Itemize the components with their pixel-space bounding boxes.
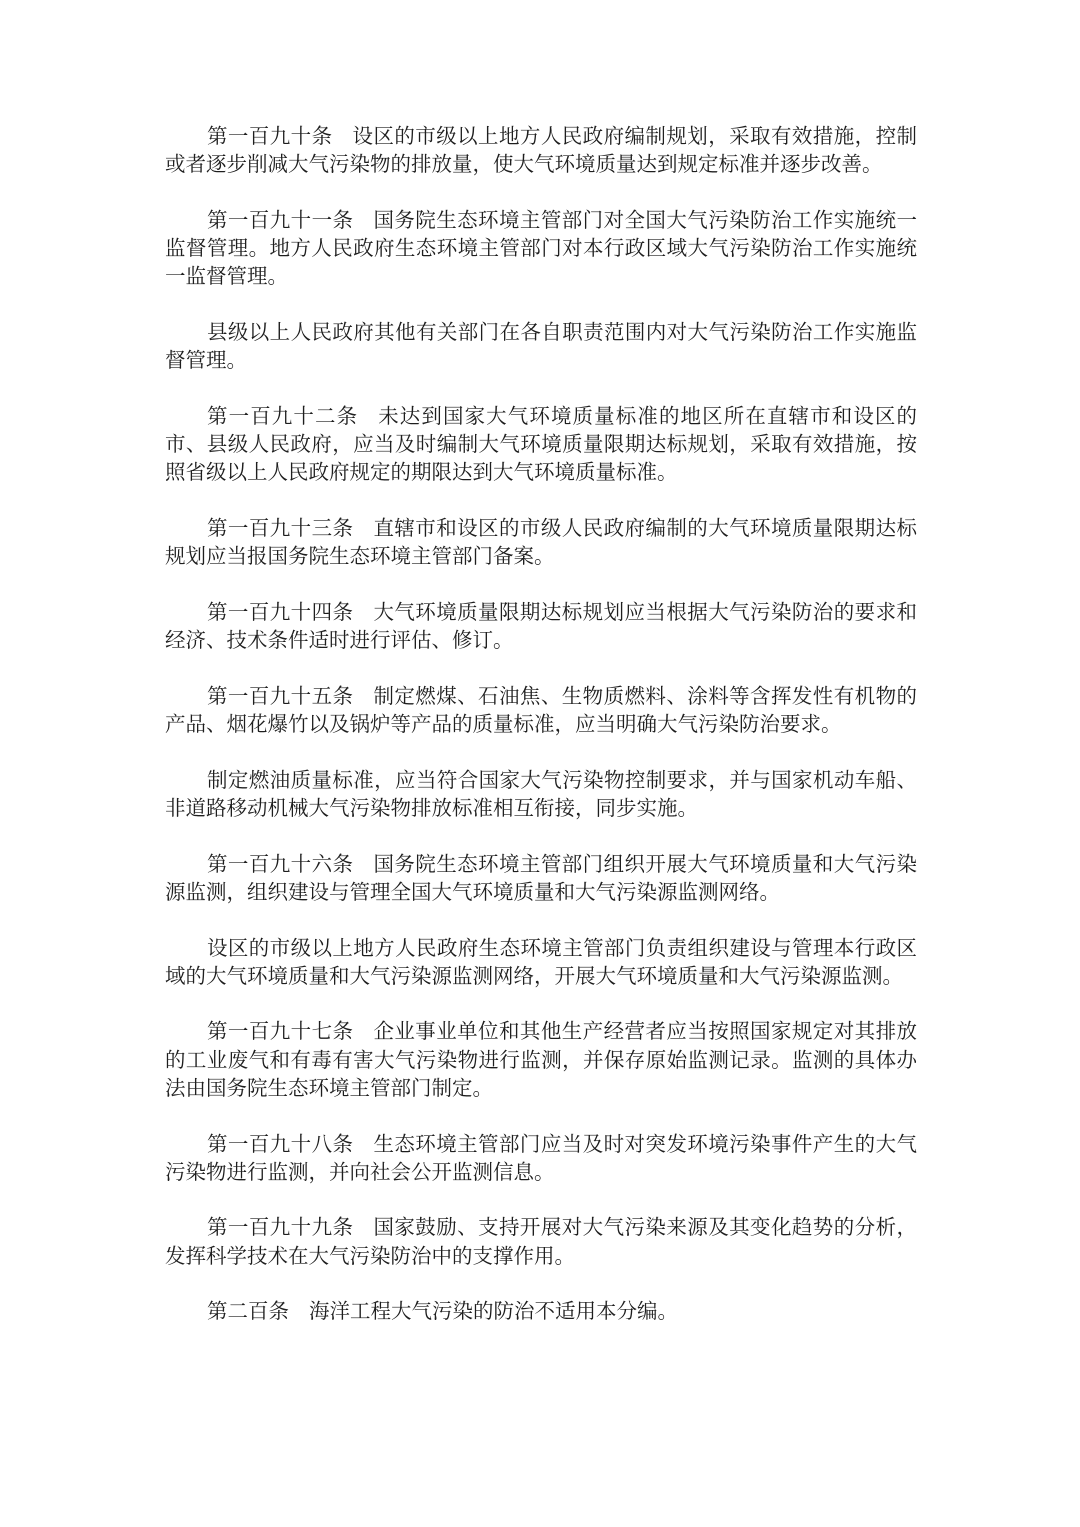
- document-body: [165, 122, 917, 1353]
- paragraph-text: 直辖市和设区的市级人民政府编制的大气环境质量限期达标规划应当报国务院生态环境主管部门备案。: [165, 516, 917, 569]
- paragraph-text: 未达到国家大气环境质量标准的地区所在直辖市和设区的市、县级人民政府，应当及时编制大气环境质量限期达标规划，采取有效措施，按照省级以上人民政府规定的期限达到大气环境质量标准。: [165, 403, 918, 485]
- article-number: 第一百九十五条: [207, 683, 354, 708]
- paragraph: [165, 1130, 917, 1186]
- paragraph-text: 县级以上人民政府其他有关部门在各自职责范围内对大气污染防治工作实施监督管理。: [165, 320, 917, 373]
- paragraph: [165, 682, 917, 738]
- paragraph-text: 生态环境主管部门应当及时对突发环境污染事件产生的大气污染物进行监测，并向社会公开监测信息。: [165, 1131, 917, 1184]
- article-number: 第一百九十六条: [207, 851, 354, 876]
- paragraph: [165, 934, 917, 990]
- paragraph-text: 国务院生态环境主管部门组织开展大气环境质量和大气污染源监测，组织建设与管理全国大气环境质量和大气污染源监测网络。: [165, 851, 917, 904]
- paragraph: [165, 514, 917, 570]
- article-number: 第一百九十条: [207, 124, 333, 148]
- paragraph-text: 设区的市级以上地方人民政府编制规划，采取有效措施，控制或者逐步削减大气污染物的排放量，使大气环境质量达到规定标准并逐步改善。: [165, 124, 917, 177]
- paragraph: [165, 1297, 917, 1325]
- paragraph: [165, 318, 917, 374]
- paragraph: [165, 122, 917, 178]
- paragraph: [165, 402, 917, 487]
- article-number: 第一百九十九条: [207, 1215, 354, 1240]
- article-number: 第一百九十三条: [207, 516, 354, 541]
- paragraph: [165, 598, 917, 654]
- article-number: 第一百九十八条: [207, 1131, 354, 1156]
- paragraph-text: 大气环境质量限期达标规划应当根据大气污染防治的要求和经济、技术条件适时进行评估、修订。: [165, 599, 917, 653]
- paragraph: [165, 850, 917, 906]
- paragraph: [165, 1017, 917, 1102]
- article-number: 第二百条: [207, 1299, 289, 1324]
- paragraph-text: 国家鼓励、支持开展对大气污染来源及其变化趋势的分析，发挥科学技术在大气污染防治中的支撑作用。: [165, 1215, 917, 1268]
- article-number: 第一百九十七条: [207, 1019, 354, 1044]
- paragraph-text: 企业事业单位和其他生产经营者应当按照国家规定对其排放的工业废气和有毒有害大气污染物进行监测，并保存原始监测记录。监测的具体办法由国务院生态环境主管部门制定。: [165, 1019, 917, 1100]
- paragraph-text: 国务院生态环境主管部门对全国大气污染防治工作实施统一监督管理。地方人民政府生态环境主管部门对本行政区域大气污染防治工作实施统一监督管理。: [165, 207, 917, 289]
- paragraph: [165, 1213, 917, 1269]
- paragraph-text: 制定燃煤、石油焦、生物质燃料、涂料等含挥发性有机物的产品、烟花爆竹以及锅炉等产品的质量标准，应当明确大气污染防治要求。: [165, 683, 917, 737]
- article-number: 第一百九十四条: [207, 599, 354, 624]
- paragraph-text: 设区的市级以上地方人民政府生态环境主管部门负责组织建设与管理本行政区域的大气环境质量和大气污染源监测网络，开展大气环境质量和大气污染源监测。: [165, 935, 917, 988]
- paragraph-text: 制定燃油质量标准，应当符合国家大气污染物控制要求，并与国家机动车船、非道路移动机械大气污染物排放标准相互衔接，同步实施。: [165, 767, 917, 820]
- article-number: 第一百九十一条: [207, 207, 354, 232]
- article-number: 第一百九十二条: [207, 403, 359, 428]
- paragraph-text: 海洋工程大气污染的防治不适用本分编。: [309, 1299, 678, 1324]
- paragraph: [165, 206, 917, 291]
- paragraph: [165, 766, 917, 822]
